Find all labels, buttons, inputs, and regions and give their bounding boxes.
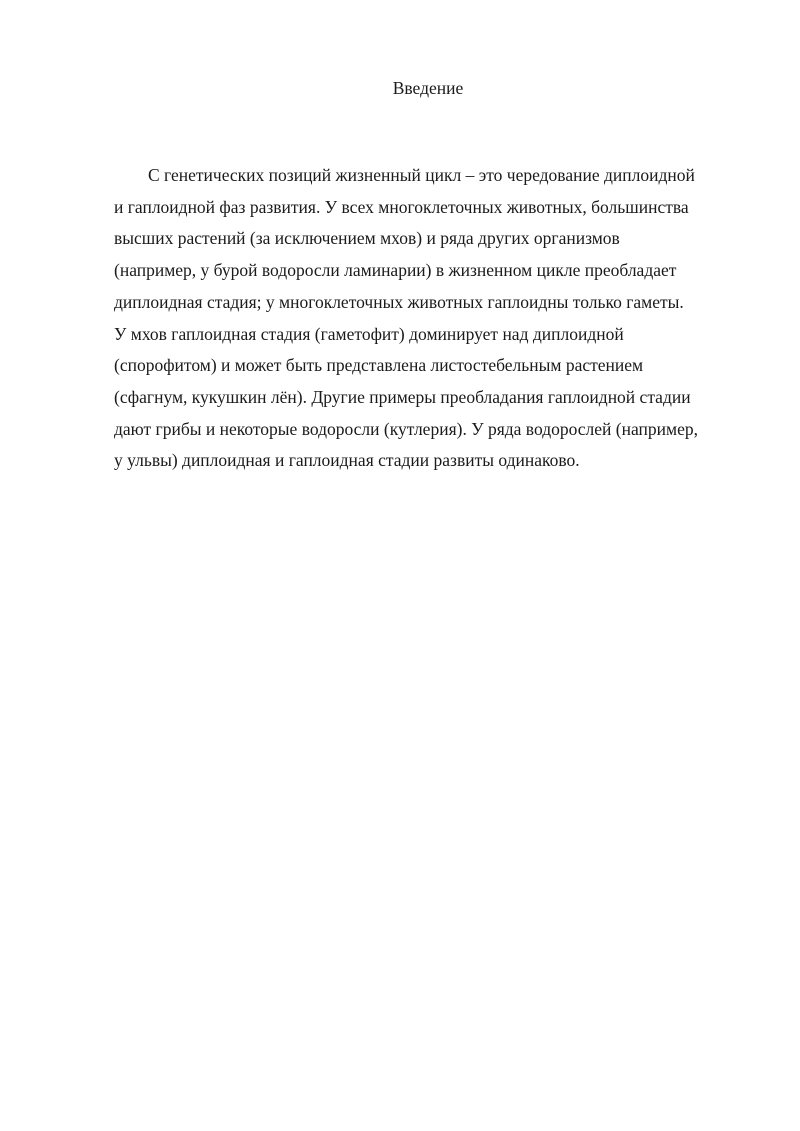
page-title: Введение — [392, 78, 464, 98]
paragraph-line: дают грибы и некоторые водоросли (кутлерия). У ряда водорослей (например, — [114, 418, 698, 439]
paragraph-line: (например, у бурой водоросли ламинарии) в жизненном цикле преобладает — [114, 260, 677, 281]
paragraph-line: (спорофитом) и может быть представлена листостебельным растением — [114, 355, 644, 376]
paragraph-line: высших растений (за исключением мхов) и ряда других организмов — [114, 228, 620, 249]
paragraph-line: у ульвы) диплоидная и гаплоидная стадии развиты одинаково. — [114, 450, 580, 471]
paragraph-line: диплоидная стадия; у многоклеточных животных гаплоидны только гаметы. — [114, 291, 684, 312]
paragraph-line: и гаплоидной фаз развития. У всех многоклеточных животных, большинства — [114, 196, 689, 217]
body-paragraph — [114, 160, 750, 477]
paragraph-line: У мхов гаплоидная стадия (гаметофит) доминирует над диплоидной — [114, 323, 624, 344]
paragraph-line: (сфагнум, кукушкин лён). Другие примеры преобладания гаплоидной стадии — [114, 386, 691, 407]
paragraph-line: С генетических позиций жизненный цикл – это чередование диплоидной — [148, 165, 695, 185]
